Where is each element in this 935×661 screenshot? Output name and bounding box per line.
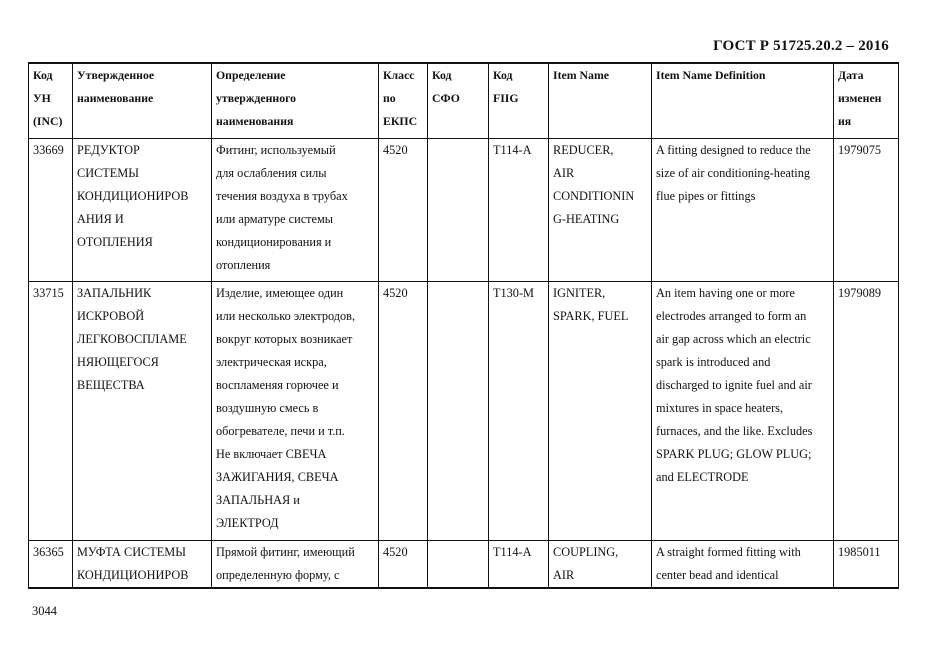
cell-fiig-code: T130-M (489, 282, 549, 541)
header-line: наименование (77, 91, 154, 105)
header-line: изменен (838, 91, 882, 105)
cell-class: 4520 (379, 541, 428, 589)
column-header-sfo-code (428, 63, 489, 139)
cell-line: ИСКРОВОЙ (77, 309, 145, 323)
cell-line: ЗАПАЛЬНАЯ и (216, 493, 300, 507)
column-header-inc-code (29, 63, 73, 139)
cell-line: A fitting designed to reduce the (656, 143, 811, 157)
header-line: наименования (216, 114, 294, 128)
header-line: СФО (432, 91, 460, 105)
cell-item-name (549, 282, 652, 541)
cell-line: air gap across which an electric (656, 332, 811, 346)
header-line: FIIG (493, 91, 519, 105)
cell-class: 4520 (379, 139, 428, 282)
header-line: утвержденного (216, 91, 297, 105)
header-line: Код (493, 68, 513, 82)
cell-line: Не включает СВЕЧА (216, 447, 327, 461)
cell-sfo-code (428, 139, 489, 282)
header-line: Класс (383, 68, 415, 82)
cell-line: furnaces, and the like. Excludes (656, 424, 813, 438)
cell-line: G-HEATING (553, 212, 620, 226)
header-line: ЕКПС (383, 114, 418, 128)
cell-line: size of air conditioning-heating (656, 166, 811, 180)
table-row (29, 282, 899, 541)
cell-approved-name (73, 139, 212, 282)
cell-fiig-code: T114-A (489, 139, 549, 282)
cell-inc-code: 33715 (29, 282, 73, 541)
cell-definition (212, 139, 379, 282)
table-header-row (29, 63, 899, 139)
cell-line: SPARK, FUEL (553, 309, 629, 323)
cell-line: REDUCER, (553, 143, 614, 157)
cell-class: 4520 (379, 282, 428, 541)
cell-inc-code: 33669 (29, 139, 73, 282)
table-row (29, 139, 899, 282)
column-header-class (379, 63, 428, 139)
header-line: Код (432, 68, 452, 82)
cell-line: отопления (216, 258, 271, 272)
item-names-table (28, 62, 899, 589)
cell-change-date: 1979089 (834, 282, 899, 541)
column-header-item-name (549, 63, 652, 139)
cell-approved-name (73, 541, 212, 589)
cell-fiig-code: T114-A (489, 541, 549, 589)
cell-line: или несколько электродов, (216, 309, 356, 323)
header-line: Item Name Definition (656, 68, 766, 82)
cell-line: and ELECTRODE (656, 470, 749, 484)
cell-line: КОНДИЦИОНИРОВ (77, 568, 189, 582)
cell-line: Прямой фитинг, имеющий (216, 545, 355, 559)
cell-line: AIR (553, 568, 575, 582)
header-line: по (383, 91, 396, 105)
cell-line: mixtures in space heaters, (656, 401, 784, 415)
cell-item-name-definition (652, 139, 834, 282)
column-header-approved-name (73, 63, 212, 139)
cell-line: АНИЯ И (77, 212, 124, 226)
column-header-item-name-definition (652, 63, 834, 139)
cell-line: AIR (553, 166, 575, 180)
cell-line: воспламеняя горючее и (216, 378, 339, 392)
cell-line: воздушную смесь в (216, 401, 319, 415)
cell-line: Фитинг, используемый (216, 143, 336, 157)
cell-line: электрическая искра, (216, 355, 327, 369)
header-line: УН (33, 91, 51, 105)
page-number: 3044 (32, 604, 57, 618)
cell-line: МУФТА СИСТЕМЫ (77, 545, 186, 559)
cell-sfo-code (428, 282, 489, 541)
cell-line: CONDITIONIN (553, 189, 635, 203)
cell-line: An item having one or more (656, 286, 795, 300)
document-header-title: ГОСТ Р 51725.20.2 – 2016 (713, 38, 889, 54)
cell-line: ЭЛЕКТРОД (216, 516, 279, 530)
cell-line: electrodes arranged to form an (656, 309, 807, 323)
cell-line: ВЕЩЕСТВА (77, 378, 145, 392)
cell-line: определенную форму, с (216, 568, 340, 582)
cell-item-name (549, 139, 652, 282)
cell-item-name-definition (652, 282, 834, 541)
header-line: Дата (838, 68, 864, 82)
cell-line: center bead and identical (656, 568, 779, 582)
cell-line: flue pipes or fittings (656, 189, 756, 203)
cell-item-name-definition (652, 541, 834, 589)
header-line: (INC) (33, 114, 63, 128)
cell-line: НЯЮЩЕГОСЯ (77, 355, 159, 369)
cell-line: COUPLING, (553, 545, 619, 559)
header-line: Определение (216, 68, 286, 82)
table-row (29, 541, 899, 589)
cell-line: течения воздуха в трубах (216, 189, 348, 203)
cell-line: обогревателе, печи и т.п. (216, 424, 345, 438)
cell-line: СИСТЕМЫ (77, 166, 139, 180)
cell-item-name (549, 541, 652, 589)
cell-line: ЗАЖИГАНИЯ, СВЕЧА (216, 470, 339, 484)
column-header-change-date (834, 63, 899, 139)
cell-change-date: 1979075 (834, 139, 899, 282)
cell-line: кондиционирования и (216, 235, 332, 249)
header-line: Утвержденное (77, 68, 155, 82)
column-header-fiig-code (489, 63, 549, 139)
cell-line: РЕДУКТОР (77, 143, 140, 157)
header-line: ия (838, 114, 852, 128)
cell-line: ЗАПАЛЬНИК (77, 286, 152, 300)
cell-line: вокруг которых возникает (216, 332, 353, 346)
cell-line: IGNITER, (553, 286, 606, 300)
cell-line: для ослабления силы (216, 166, 327, 180)
column-header-definition (212, 63, 379, 139)
cell-line: Изделие, имеющее один (216, 286, 344, 300)
cell-line: ЛЕГКОВОСПЛАМЕ (77, 332, 187, 346)
header-line: Item Name (553, 68, 610, 82)
cell-line: ОТОПЛЕНИЯ (77, 235, 153, 249)
cell-definition (212, 541, 379, 589)
cell-line: SPARK PLUG; GLOW PLUG; (656, 447, 812, 461)
cell-line: КОНДИЦИОНИРОВ (77, 189, 189, 203)
header-line: Код (33, 68, 53, 82)
cell-line: spark is introduced and (656, 355, 771, 369)
cell-line: A straight formed fitting with (656, 545, 801, 559)
cell-line: или арматуре системы (216, 212, 334, 226)
cell-inc-code: 36365 (29, 541, 73, 589)
cell-sfo-code (428, 541, 489, 589)
cell-change-date: 1985011 (834, 541, 899, 589)
cell-definition (212, 282, 379, 541)
cell-line: discharged to ignite fuel and air (656, 378, 812, 392)
cell-approved-name (73, 282, 212, 541)
